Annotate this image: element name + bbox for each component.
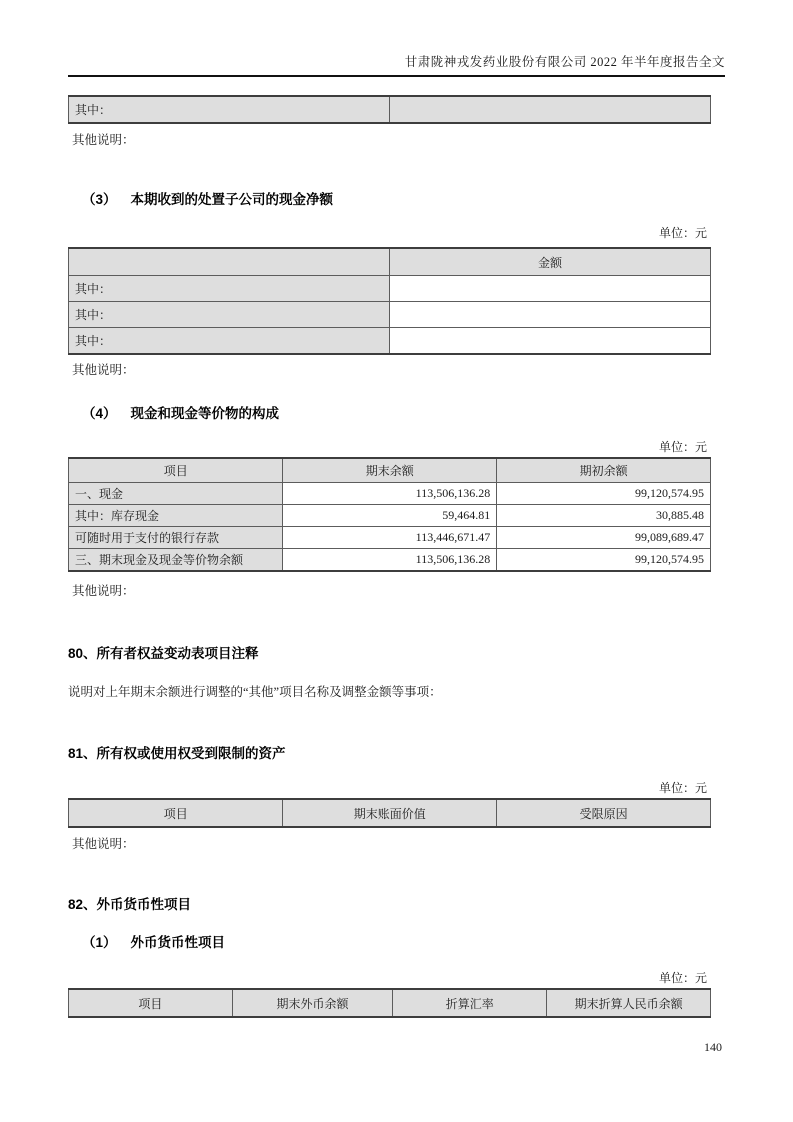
ending-balance-cell: 113,506,136.28 (283, 483, 497, 505)
item-cell: 三、期末现金及现金等价物余额 (69, 549, 283, 572)
beginning-balance-cell: 99,120,574.95 (497, 549, 711, 572)
table-row (69, 505, 711, 527)
unit-label: 单位：元 (658, 226, 707, 240)
section82-sub-heading (68, 931, 225, 951)
empty-value-cell (390, 328, 711, 355)
beginning-balance-cell: 99,120,574.95 (497, 483, 711, 505)
section82-table (68, 988, 711, 1018)
unit-label: 单位：元 (658, 781, 707, 795)
section4-number: （4） (82, 406, 117, 421)
column-header: 受限原因 (497, 799, 711, 827)
page-number: 140 (704, 1040, 722, 1054)
header-divider (68, 75, 725, 77)
section3-number: （3） (82, 192, 117, 207)
other-note-label: 其他说明： (72, 584, 135, 598)
table-row (69, 96, 711, 123)
other-note-label: 其他说明： (72, 133, 135, 147)
section81-table (68, 798, 711, 828)
table-header-row (69, 799, 711, 827)
row-label-cell: 其中： (69, 328, 390, 355)
section82-sub-title: 外币货币性项目 (130, 935, 226, 950)
section3-title: 本期收到的处置子公司的现金净额 (130, 192, 334, 207)
other-note-label: 其他说明： (72, 837, 135, 851)
column-header: 项目 (69, 458, 283, 483)
row-label-cell: 其中： (69, 276, 390, 302)
item-cell: 其中：库存现金 (69, 505, 283, 527)
table-row (69, 527, 711, 549)
ending-balance-cell: 113,506,136.28 (283, 549, 497, 572)
beginning-balance-cell: 99,089,689.47 (497, 527, 711, 549)
unit-label: 单位：元 (658, 440, 707, 454)
document-header-title: 甘肃陇神戎发药业股份有限公司 2022 年半年度报告全文 (404, 55, 725, 69)
table-row (69, 483, 711, 505)
section4-title: 现金和现金等价物的构成 (130, 406, 280, 421)
table-row (69, 302, 711, 328)
table-header-row (69, 248, 711, 276)
section4-table (68, 457, 711, 572)
ending-balance-cell: 59,464.81 (283, 505, 497, 527)
unit-label: 单位：元 (658, 971, 707, 985)
column-header: 项目 (69, 799, 283, 827)
section81-heading: 81、所有权或使用权受到限制的资产 (68, 746, 286, 761)
table-header-row (69, 458, 711, 483)
empty-value-cell (390, 96, 711, 123)
column-header: 期末折算人民币余额 (547, 989, 711, 1017)
ending-balance-cell: 113,446,671.47 (283, 527, 497, 549)
section3-table (68, 247, 711, 355)
section4-heading (68, 402, 279, 422)
column-header: 项目 (69, 989, 233, 1017)
empty-value-cell (390, 276, 711, 302)
row-label-cell: 其中： (69, 96, 390, 123)
section80-heading: 80、所有者权益变动表项目注释 (68, 646, 259, 661)
section80-note: 说明对上年期末余额进行调整的“其他”项目名称及调整金额等事项： (68, 685, 442, 699)
amount-header-cell: 金额 (390, 248, 711, 276)
table-row (69, 276, 711, 302)
section82-heading: 82、外币货币性项目 (68, 897, 192, 912)
row-label-cell: 其中： (69, 302, 390, 328)
table-row (69, 549, 711, 572)
column-header: 折算汇率 (393, 989, 547, 1017)
empty-value-cell (390, 302, 711, 328)
carryover-table (68, 95, 711, 124)
column-header: 期末账面价值 (283, 799, 497, 827)
section3-heading (68, 188, 333, 208)
empty-header-cell (69, 248, 390, 276)
item-cell: 一、现金 (69, 483, 283, 505)
table-header-row (69, 989, 711, 1017)
other-note-label: 其他说明： (72, 363, 135, 377)
beginning-balance-cell: 30,885.48 (497, 505, 711, 527)
table-row (69, 328, 711, 355)
column-header: 期末余额 (283, 458, 497, 483)
column-header: 期初余额 (497, 458, 711, 483)
column-header: 期末外币余额 (232, 989, 393, 1017)
section82-sub-number: （1） (82, 935, 117, 950)
item-cell: 可随时用于支付的银行存款 (69, 527, 283, 549)
